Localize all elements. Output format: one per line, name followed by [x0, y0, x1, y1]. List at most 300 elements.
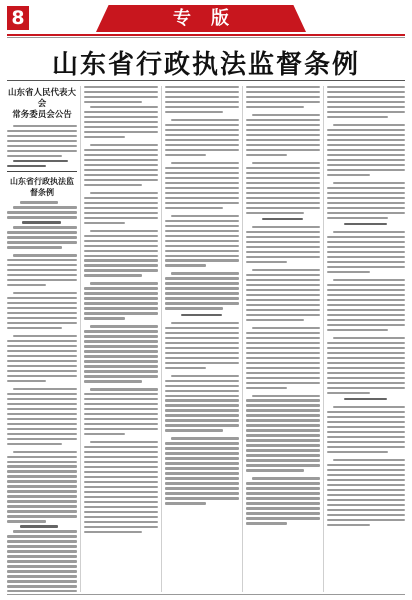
text-line — [171, 119, 239, 121]
text-line — [246, 309, 320, 311]
text-line — [7, 135, 77, 137]
text-line — [165, 327, 239, 329]
article-text — [246, 226, 320, 525]
text-line — [7, 345, 77, 347]
text-line — [246, 387, 287, 389]
text-line — [7, 211, 77, 213]
text-line — [327, 154, 405, 156]
text-line — [246, 419, 320, 421]
text-line — [7, 350, 77, 352]
text-line — [246, 439, 320, 441]
text-line — [165, 129, 239, 131]
text-line — [327, 504, 405, 506]
text-line — [84, 149, 158, 151]
text-line — [13, 160, 68, 162]
text-line — [327, 197, 405, 199]
text-line — [246, 342, 320, 344]
title-rule — [7, 80, 405, 81]
text-line — [84, 330, 158, 332]
text-line — [171, 162, 239, 164]
text-line — [165, 106, 239, 108]
text-line — [84, 202, 158, 204]
text-line — [246, 101, 320, 103]
text-line — [165, 357, 239, 359]
text-line — [327, 241, 405, 243]
text-line — [165, 390, 239, 392]
text-line — [84, 292, 158, 294]
text-line — [84, 471, 158, 473]
text-line — [84, 297, 158, 299]
text-line — [165, 467, 239, 469]
text-line — [84, 212, 158, 214]
text-line — [84, 126, 158, 128]
text-line — [13, 125, 77, 127]
text-line — [327, 207, 405, 209]
text-line — [327, 347, 405, 349]
text-line — [327, 324, 405, 326]
text-line — [84, 451, 158, 453]
text-line — [84, 393, 158, 395]
text-line — [165, 192, 239, 194]
text-line — [84, 312, 158, 314]
text-line — [327, 294, 405, 296]
text-line — [13, 206, 77, 208]
text-line — [165, 287, 239, 289]
column-1 — [7, 86, 77, 592]
text-line — [246, 149, 320, 151]
text-line — [246, 274, 320, 276]
text-line — [90, 282, 158, 284]
text-line — [246, 299, 320, 301]
text-line — [7, 475, 77, 477]
text-line — [84, 86, 158, 88]
text-line — [246, 119, 320, 121]
text-line — [246, 454, 320, 456]
text-line — [84, 461, 158, 463]
text-line — [246, 347, 320, 349]
text-line — [165, 367, 206, 369]
text-line — [7, 418, 77, 420]
text-line — [327, 372, 405, 374]
text-line — [22, 221, 61, 223]
text-line — [84, 159, 158, 161]
text-line — [246, 372, 320, 374]
text-line — [246, 177, 320, 179]
text-line — [165, 429, 223, 431]
text-line — [165, 452, 239, 454]
text-line — [246, 497, 320, 499]
text-line — [327, 96, 405, 98]
text-line — [327, 116, 388, 118]
text-line — [7, 231, 77, 233]
text-line — [84, 116, 158, 118]
text-line — [246, 404, 320, 406]
text-line — [327, 129, 405, 131]
text-line — [165, 307, 223, 309]
text-line — [246, 202, 320, 204]
text-line — [327, 329, 388, 331]
text-line — [90, 441, 158, 443]
text-line — [246, 522, 287, 524]
text-line — [333, 124, 405, 126]
text-line — [165, 380, 239, 382]
text-line — [7, 307, 77, 309]
text-line — [327, 519, 405, 521]
text-line — [327, 382, 405, 384]
text-line — [84, 287, 158, 289]
text-line — [327, 256, 405, 258]
text-line — [84, 164, 158, 166]
text-line — [7, 284, 46, 286]
text-line — [84, 269, 158, 271]
text-line — [246, 464, 320, 466]
text-line — [246, 409, 320, 411]
text-line — [262, 218, 303, 220]
text-line — [7, 500, 77, 502]
text-line — [327, 261, 405, 263]
text-line — [7, 495, 77, 497]
text-line — [20, 525, 59, 527]
text-line — [327, 446, 405, 448]
text-line — [7, 438, 77, 440]
text-line — [7, 520, 46, 522]
text-line — [7, 145, 77, 147]
text-line — [84, 235, 158, 237]
text-line — [7, 246, 62, 248]
text-line — [84, 398, 158, 400]
text-line — [327, 342, 405, 344]
text-line — [252, 395, 320, 397]
page-number: 8 — [7, 6, 29, 30]
text-line — [327, 524, 370, 526]
text-line — [84, 217, 158, 219]
column-3 — [165, 86, 239, 592]
text-line — [84, 345, 158, 347]
text-line — [165, 442, 239, 444]
text-line — [7, 365, 77, 367]
text-line — [165, 255, 239, 257]
text-line — [84, 496, 158, 498]
text-line — [246, 357, 320, 359]
text-line — [165, 91, 239, 93]
text-line — [165, 220, 239, 222]
text-line — [327, 494, 405, 496]
text-line — [84, 476, 158, 478]
text-line — [165, 197, 239, 199]
text-line — [165, 144, 239, 146]
text-line — [246, 129, 320, 131]
article-text — [327, 86, 405, 219]
text-line — [246, 144, 320, 146]
article-text — [84, 86, 158, 533]
law-heading: 山东省行政执法监督条例 — [10, 177, 74, 198]
text-line — [7, 403, 77, 405]
text-line — [246, 444, 320, 446]
text-line — [327, 236, 405, 238]
text-line — [246, 434, 320, 436]
text-line — [327, 514, 405, 516]
text-line — [84, 446, 158, 448]
text-line — [327, 212, 405, 214]
text-line — [165, 399, 239, 401]
column-5 — [327, 86, 405, 592]
text-line — [165, 472, 239, 474]
text-line — [246, 251, 320, 253]
text-line — [165, 235, 239, 237]
text-line — [327, 451, 388, 453]
text-line — [327, 284, 405, 286]
text-line — [246, 377, 320, 379]
text-line — [333, 231, 405, 233]
text-line — [165, 297, 239, 299]
text-line — [13, 388, 77, 390]
text-line — [327, 426, 405, 428]
text-line — [327, 174, 370, 176]
text-line — [20, 201, 59, 203]
text-line — [84, 111, 158, 113]
text-line — [7, 545, 77, 547]
text-line — [246, 469, 304, 471]
text-line — [7, 380, 46, 382]
text-line — [246, 449, 320, 451]
text-line — [7, 264, 77, 266]
text-line — [327, 319, 405, 321]
text-line — [165, 225, 239, 227]
text-line — [327, 421, 405, 423]
text-line — [165, 414, 239, 416]
text-line — [246, 459, 320, 461]
text-line — [7, 456, 77, 458]
text-line — [333, 459, 405, 461]
text-line — [165, 347, 239, 349]
text-line — [84, 428, 158, 430]
text-line — [327, 134, 405, 136]
text-line — [7, 355, 77, 357]
text-line — [84, 340, 158, 342]
text-line — [252, 327, 320, 329]
text-line — [84, 486, 158, 488]
text-line — [327, 436, 405, 438]
text-line — [246, 352, 320, 354]
text-line — [7, 480, 77, 482]
text-line — [246, 414, 320, 416]
text-line — [246, 246, 320, 248]
text-line — [165, 497, 239, 499]
text-line — [171, 215, 239, 217]
text-line — [7, 241, 77, 243]
text-line — [327, 192, 405, 194]
text-line — [84, 481, 158, 483]
text-line — [7, 327, 62, 329]
text-line — [84, 511, 158, 513]
text-line — [246, 261, 287, 263]
text-line — [7, 375, 77, 377]
text-line — [84, 370, 158, 372]
notice-heading — [7, 88, 77, 121]
text-line — [165, 492, 239, 494]
text-line — [84, 403, 158, 405]
text-line — [327, 169, 405, 171]
text-line — [327, 111, 405, 113]
text-line — [84, 317, 125, 319]
text-line — [165, 385, 239, 387]
text-line — [327, 352, 405, 354]
text-line — [84, 274, 142, 276]
text-line — [7, 165, 46, 167]
text-line — [246, 487, 320, 489]
text-line — [171, 322, 239, 324]
text-line — [246, 332, 320, 334]
text-line — [327, 86, 405, 88]
text-line — [7, 590, 77, 592]
text-line — [84, 418, 158, 420]
text-line — [84, 365, 158, 367]
text-line — [90, 388, 158, 390]
text-line — [90, 325, 158, 327]
text-line — [13, 292, 77, 294]
text-line — [13, 335, 77, 337]
text-line — [7, 370, 77, 372]
text-line — [7, 428, 77, 430]
text-line — [7, 470, 77, 472]
text-line — [165, 259, 239, 261]
text-line — [7, 322, 77, 324]
text-line — [165, 462, 239, 464]
text-line — [327, 411, 405, 413]
text-line — [246, 139, 320, 141]
text-line — [84, 207, 158, 209]
text-line — [246, 91, 320, 93]
text-line — [90, 106, 158, 108]
text-line — [84, 250, 158, 252]
text-line — [327, 387, 405, 389]
text-line — [7, 443, 62, 445]
text-line — [171, 375, 239, 377]
text-line — [246, 337, 320, 339]
text-line — [7, 515, 77, 517]
text-line — [84, 521, 158, 523]
text-line — [7, 259, 77, 261]
text-line — [90, 192, 158, 194]
text-line — [84, 491, 158, 493]
text-line — [246, 187, 320, 189]
text-line — [84, 380, 142, 382]
text-line — [327, 251, 405, 253]
text-line — [327, 431, 405, 433]
text-line — [84, 91, 158, 93]
text-line — [165, 302, 239, 304]
text-line — [165, 154, 206, 156]
text-line — [84, 466, 158, 468]
text-line — [84, 355, 158, 357]
text-line — [84, 264, 158, 266]
text-line — [165, 502, 206, 504]
text-line — [13, 451, 77, 453]
notice-heading-line1: 山东省人民代表大会 — [7, 88, 76, 109]
text-line — [165, 395, 239, 397]
text-line — [84, 360, 158, 362]
text-line — [246, 86, 320, 88]
text-line — [181, 314, 222, 316]
text-line — [327, 464, 405, 466]
header-rule — [7, 34, 405, 36]
text-line — [327, 392, 370, 394]
text-line — [327, 309, 405, 311]
text-line — [7, 317, 77, 319]
text-line — [165, 264, 206, 266]
text-line — [84, 245, 158, 247]
text-line — [327, 106, 405, 108]
text-line — [165, 86, 239, 88]
section-title: 专版 — [173, 8, 249, 29]
text-line — [7, 150, 77, 152]
text-line — [246, 207, 320, 209]
text-line — [344, 398, 387, 400]
text-line — [7, 490, 77, 492]
text-line — [327, 314, 405, 316]
text-line — [327, 187, 405, 189]
text-line — [165, 101, 239, 103]
article-text — [165, 322, 239, 505]
text-line — [84, 531, 142, 533]
text-line — [7, 408, 77, 410]
text-line — [327, 299, 405, 301]
text-line — [7, 297, 77, 299]
text-line — [165, 292, 239, 294]
text-line — [165, 409, 239, 411]
text-line — [165, 149, 239, 151]
text-line — [84, 456, 158, 458]
article-text — [7, 226, 77, 592]
text-line — [246, 241, 320, 243]
text-line — [7, 423, 77, 425]
text-line — [84, 222, 125, 224]
footer-rule — [7, 594, 405, 595]
text-line — [165, 342, 239, 344]
text-line — [246, 304, 320, 306]
text-line — [84, 240, 158, 242]
text-line — [165, 447, 239, 449]
text-line — [165, 362, 239, 364]
notice-body — [7, 125, 77, 167]
text-line — [84, 350, 158, 352]
text-line — [165, 111, 223, 113]
text-line — [246, 512, 320, 514]
text-line — [327, 489, 405, 491]
text-line — [7, 560, 77, 562]
text-line — [84, 136, 125, 138]
text-line — [165, 477, 239, 479]
main-title: 山东省行政执法监督条例 — [51, 50, 360, 80]
article-text — [327, 406, 405, 526]
text-line — [344, 223, 387, 225]
text-line — [327, 144, 405, 146]
text-line — [165, 419, 239, 421]
text-line — [84, 516, 158, 518]
text-line — [246, 256, 320, 258]
text-line — [246, 319, 304, 321]
text-line — [246, 502, 320, 504]
text-line — [246, 106, 304, 108]
text-line — [246, 507, 320, 509]
text-line — [165, 250, 239, 252]
text-line — [246, 424, 320, 426]
text-line — [165, 96, 239, 98]
text-line — [7, 155, 62, 157]
text-line — [7, 279, 77, 281]
text-line — [246, 231, 320, 233]
text-line — [165, 337, 239, 339]
